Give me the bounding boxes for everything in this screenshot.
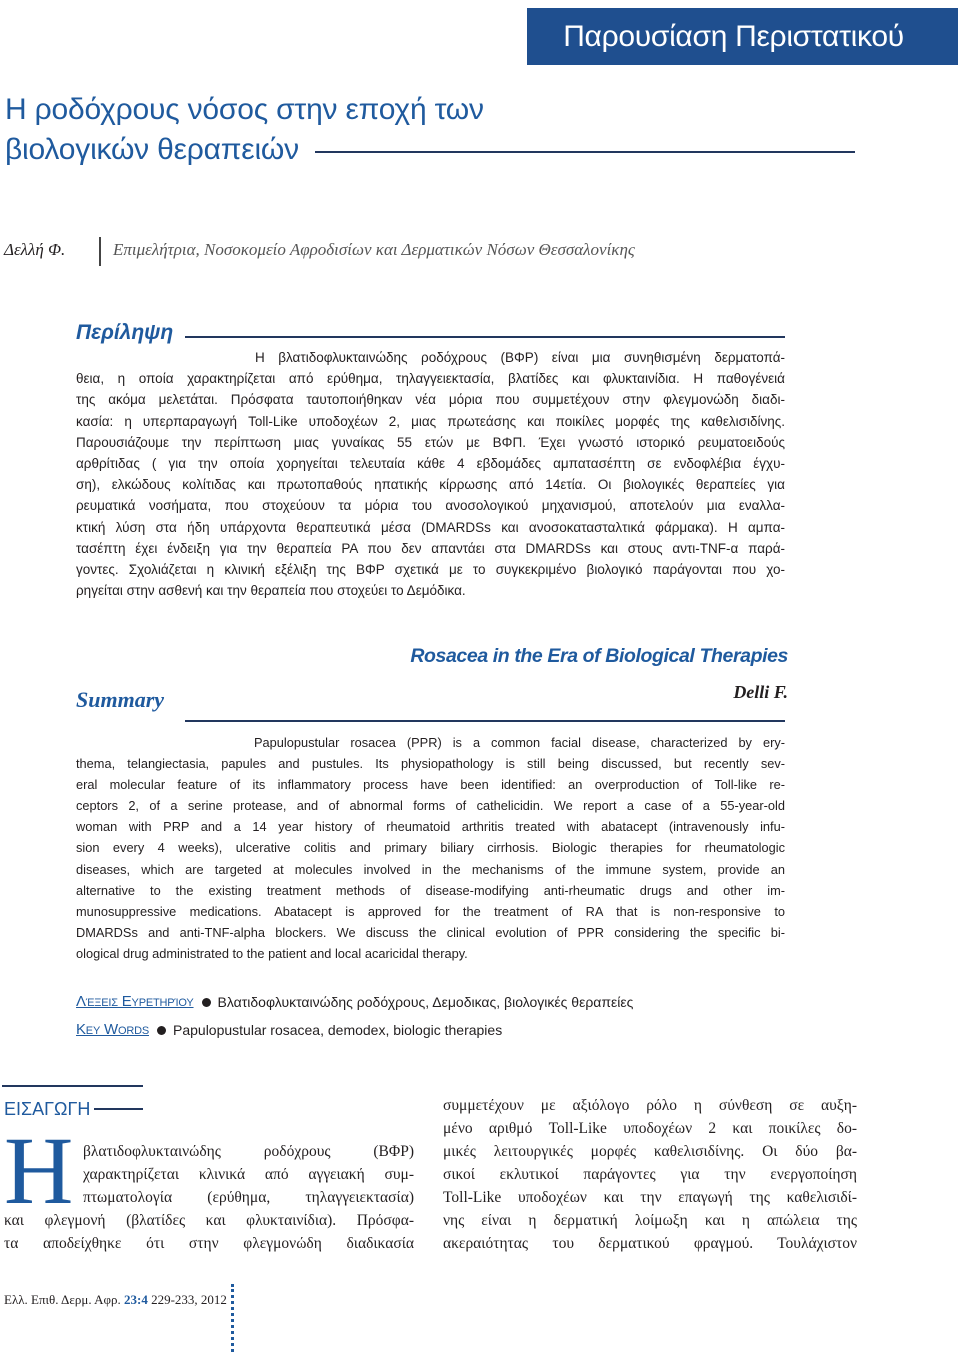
abstract-line: θεια, η οποία χαρακτηρίζεται από ερύθημα, τηλαγγειεκτασία, βλατίδες και φλυκταινίδια. Η παθογένειά bbox=[76, 371, 785, 387]
body-line: βλατιδοφλυκταινώδης ροδόχρους (ΒΦΡ) bbox=[83, 1143, 414, 1160]
author-affiliation: Επιμελήτρια, Νοσοκομείο Αφροδισίων και Δερματικών Νόσων Θεσσαλονίκης bbox=[113, 240, 635, 259]
footer-dotted-divider bbox=[231, 1284, 234, 1352]
body-line: νης είναι η δερματική λοίμωξη και η απώλεια της bbox=[443, 1212, 857, 1229]
introduction-left-column bbox=[4, 1140, 414, 1255]
journal-pages: 229-233, 2012 bbox=[151, 1292, 227, 1307]
journal-volume: 23:4 bbox=[124, 1292, 148, 1307]
keywords-en-label: Key Words bbox=[76, 1021, 149, 1038]
introduction-top-rule bbox=[2, 1085, 143, 1087]
abstract-line: ρηγείται στην ασθενή και την θεραπεία που στοχεύει το Δεμόδικα. bbox=[76, 583, 466, 599]
section-label-box bbox=[527, 8, 958, 65]
author-name: Δελλή Φ. bbox=[4, 240, 66, 259]
summary-line: munosuppressive medications. Abatacept is approved for the treatment of RA that is non-responsive to bbox=[76, 903, 785, 919]
english-author: Delli F. bbox=[733, 682, 788, 702]
body-line: μένο αριθμό Toll-Like υποδοχέων 2 και ποικίλες δο- bbox=[443, 1120, 857, 1137]
journal-citation bbox=[4, 1290, 227, 1310]
summary-line: thema, telangiectasia, papules and pustules. Its physiopathology is still being discussed, but recently sev- bbox=[76, 756, 785, 772]
body-line: τα αποδείχθηκε ότι στην φλεγμονώδη διαδικασία bbox=[4, 1235, 414, 1252]
summary-line: ological drug administrated to the patient and local acaricidal therapy. bbox=[76, 945, 468, 961]
journal-name: Ελλ. Επιθ. Δερμ. Αφρ. bbox=[4, 1292, 121, 1307]
keywords-en-row bbox=[76, 1019, 502, 1041]
drop-cap: Η bbox=[4, 1117, 74, 1224]
abstract-heading-rule bbox=[185, 336, 785, 338]
summary-line: ceptors 2, of a serine protease, and of abnormal forms of cathelicidin. We report a case of a 55-year-old bbox=[76, 798, 785, 814]
title-line-2: βιολογικών θεραπειών bbox=[5, 133, 299, 166]
title-line-1: Η ροδόχρους νόσος στην εποχή των bbox=[5, 93, 484, 126]
article-title bbox=[5, 90, 855, 170]
abstract-heading: Περίληψη bbox=[76, 321, 174, 344]
section-label: Παρουσίαση Περιστατικού bbox=[563, 19, 904, 53]
body-line: πτωματολογία (ερύθημα, τηλαγγειεκτασία) bbox=[83, 1189, 414, 1206]
body-line: χαρακτηρίζεται κλινικά από αγγειακή συμ- bbox=[83, 1166, 414, 1183]
keywords-en-text: Papulopustular rosacea, demodex, biologic therapies bbox=[173, 1022, 503, 1038]
abstract-line: γοντες. Σχολιάζεται η κλινική εξέλιξη της ΒΦΡ σχετικά με το συγκεκριμένο βιολογικό παράγονται που χο- bbox=[76, 561, 785, 577]
title-rule bbox=[315, 151, 855, 153]
abstract-line: αρθρίτιδας ( για την οποία χορηγείται τελευταία κάθε 4 εβδομάδες αμπατασέπτη σε ενδοφλέβια έγχυ- bbox=[76, 455, 785, 471]
body-line: Toll-Like υποδοχέων και την επαγωγή της καθελισιδί- bbox=[443, 1189, 857, 1206]
summary-line: alternative to the existing treatment methods of disease-modifying anti-rheumatic drugs and other im- bbox=[76, 882, 785, 898]
summary-line: woman with PRP and a 14 year history of rheumatoid arthritis treated with abatacept (intravenously infu- bbox=[76, 819, 785, 835]
body-line: ακεραιότητας του δερματικού φραγμού. Τουλάχιστον bbox=[443, 1235, 857, 1252]
summary-line: Papulopustular rosacea (PPR) is a common facial disease, characterized by ery- bbox=[254, 735, 785, 750]
title-line-2-row bbox=[5, 130, 855, 170]
introduction-heading: ΕΙΣΑΓΩΓΗ bbox=[4, 1099, 91, 1119]
abstract-line: ρευματικά νοσήματα, που στοχεύουν τα μόρια του ανοσολογικού μηχανισμού, αποτελούν μια εναλλα- bbox=[76, 498, 785, 514]
abstract-line: κασία: η υπερπαραγωγή Toll-Like υποδοχέων 2, μιας πρωτεάσης και ποικίλες μορφές της καθελισιδίνης. bbox=[76, 413, 785, 429]
summary-line: sion every 4 weeks), ulcerative colitis and primary biliary cirrhosis. Biologic therapies for rheumatologic bbox=[76, 840, 785, 856]
english-title: Rosacea in the Era of Biological Therapies bbox=[410, 645, 788, 667]
keywords-gr-text: Βλατιδοφλυκταινώδης ροδόχρους, Δεμοδικας, βιολογικές θεραπείες bbox=[217, 994, 634, 1010]
abstract-gr-paragraph bbox=[76, 347, 785, 601]
summary-heading: Summary bbox=[76, 687, 165, 712]
summary-line: DMARDSs and anti-TNF-alpha blockers. We discuss the clinical evolution of PPR considering the specific bi- bbox=[76, 924, 785, 940]
keywords-gr-label: Λέξεις Ευρετηρίου bbox=[76, 993, 194, 1010]
author-divider bbox=[99, 237, 101, 266]
abstract-line: κτική λύση στα ήδη υπάρχοντα θεραπευτικά μέσα (DMARDSs και ανοσοκατασταλτικά φάρμακα). Η αμπα- bbox=[76, 519, 785, 535]
keywords-gr-row bbox=[76, 991, 633, 1013]
summary-en-paragraph bbox=[76, 732, 785, 964]
body-line: συμμετέχουν με αξιόλογο ρόλο η σύνθεση σε αυξη- bbox=[443, 1097, 857, 1114]
bullet-icon bbox=[157, 1026, 166, 1035]
bullet-icon bbox=[202, 998, 211, 1007]
summary-heading-rule bbox=[185, 720, 785, 722]
summary-line: diseases, which are targeted at molecules involved in the mechanisms of the immune system, provide an bbox=[76, 861, 785, 877]
abstract-line: της ακόμα μελετάται. Πρόσφατα ταυτοποιήθηκαν νέα μόρια που συμμετέχουν στην φλεγμονώδη διαδι- bbox=[76, 392, 785, 408]
body-line: και φλεγμονή (βλατίδες και φλυκταινίδια). Πρόσφα- bbox=[4, 1212, 414, 1229]
abstract-line: Παρουσιάζουμε την περίπτωση μιας γυναίκας 55 ετών με ΒΦΠ. Έχει γνωστό ιστορικό ρευματοειδούς bbox=[76, 434, 785, 450]
abstract-line: τασέπτη έχει ένδειξη για την θεραπεία ΡΑ που δεν απαντάει στα DMARDSs και στους αντι-TNF-α παρά- bbox=[76, 540, 785, 556]
summary-line: eral molecular feature of its inflammatory process have been identified: an overproduction of Toll-like re- bbox=[76, 777, 785, 793]
body-line: μικές λειτουργικές μορφές καθελισιδίνης. Οι δύο βα- bbox=[443, 1143, 857, 1160]
introduction-heading-rule bbox=[94, 1108, 143, 1110]
body-line: σικοί εκλυτικοί παράγοντες για την ενεργοποίηση bbox=[443, 1166, 857, 1183]
introduction-right-column bbox=[443, 1094, 857, 1255]
abstract-line: ση), ελκώδους κολίτιδας και πρωτοπαθούς ηπατικής κίρρωσης από 14ετία. Οι βιολογικές θεραπείες για bbox=[76, 477, 785, 493]
abstract-line: Η βλατιδοφλυκταινώδης ροδόχρους (ΒΦΡ) είναι μια συνηθισμένη δερματοπά- bbox=[255, 350, 785, 365]
